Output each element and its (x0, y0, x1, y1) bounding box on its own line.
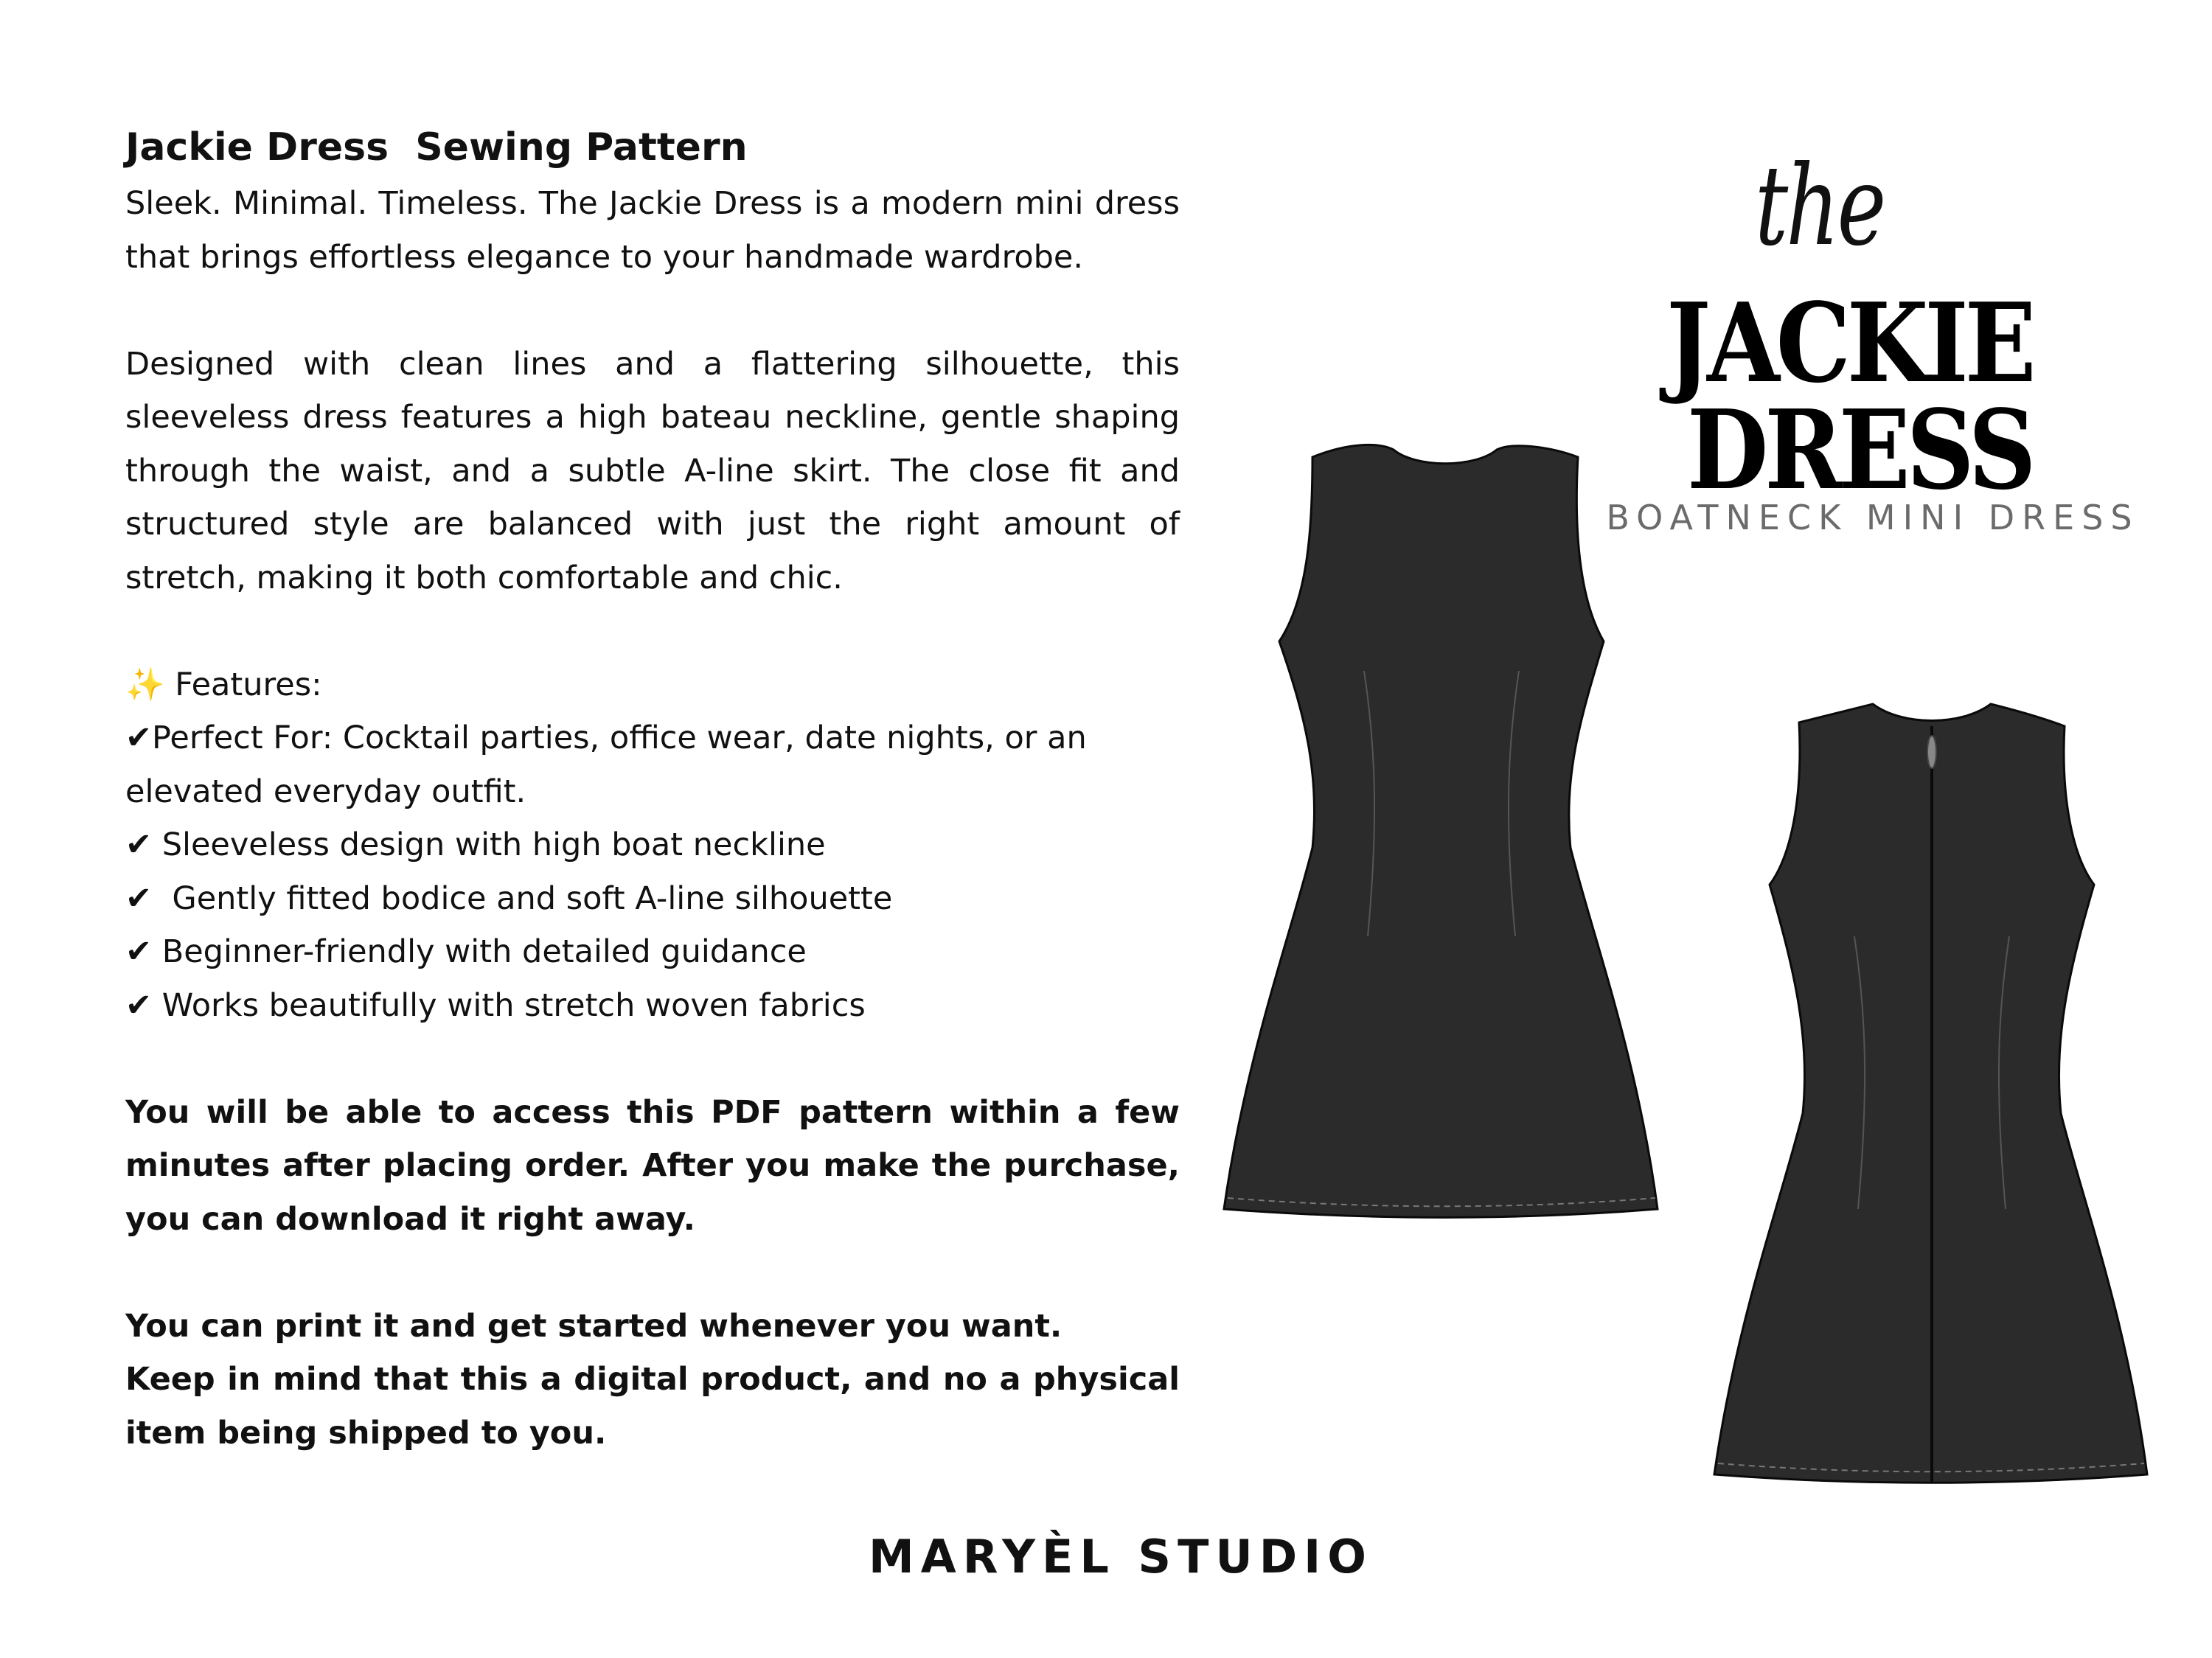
checkmark-icon: ✔ (125, 879, 153, 917)
features-heading (125, 658, 1180, 712)
feature-text: Perfect For: Cocktail parties, office wear, date nights, or an elevated everyday outfit. (125, 720, 1087, 810)
digital-note: Keep in mind that this a digital product, and no a physical item being shipped to you. (125, 1361, 1180, 1452)
feature-item (125, 872, 1180, 926)
logo-jackie: JACKIE (1666, 279, 2033, 407)
dress-back-illustration (1696, 693, 2168, 1489)
dress-front-body (1224, 445, 1658, 1217)
feature-item (125, 711, 1180, 818)
feature-item (125, 925, 1180, 979)
logo-dress: DRESS (1687, 386, 2033, 514)
description-column (125, 118, 1180, 1460)
feature-item (125, 979, 1180, 1033)
brand-name: MARYÈL STUDIO (869, 1530, 1373, 1584)
feature-item (125, 818, 1180, 872)
print-note: You can print it and get started whenever you want. (125, 1307, 1062, 1345)
access-note: You will be able to access this PDF pattern within a few minutes after placing order. After you make the purchase, you can download it right away. (125, 1093, 1180, 1238)
page-title: Jackie Dress Sewing Pattern (125, 125, 748, 170)
feature-text: Sleeveless design with high boat neckline (152, 826, 826, 863)
logo-the: the (1755, 142, 1885, 271)
feature-text: Beginner-friendly with detailed guidance (152, 933, 807, 970)
features-heading-label: Features: (175, 666, 322, 703)
checkmark-icon: ✔ (125, 933, 153, 970)
feature-text: Gently fitted bodice and soft A-line silhouette (152, 879, 893, 917)
feature-text: Works beautifully with stretch woven fabrics (152, 986, 866, 1024)
logo-subtitle: BOATNECK MINI DRESS (1606, 498, 2140, 537)
sparkle-icon: ✨ (125, 666, 165, 703)
description-paragraph: Designed with clean lines and a flattering silhouette, this sleeveless dress features a high bateau neckline, gentle shaping through the waist, and a subtle A-line skirt. The close fit and structured style are balanced with just the right amount of stretch, making it both comfortable and chic. (125, 345, 1180, 596)
checkmark-icon: ✔ (125, 826, 153, 863)
intro-paragraph: Sleek. Minimal. Timeless. The Jackie Dress is a modern mini dress that brings effortless elegance to your handmade wardrobe. (125, 185, 1180, 276)
dress-front-illustration (1209, 435, 1674, 1231)
zipper-pull-icon (1927, 736, 1936, 768)
checkmark-icon: ✔ (125, 720, 153, 756)
checkmark-icon: ✔ (125, 986, 153, 1024)
